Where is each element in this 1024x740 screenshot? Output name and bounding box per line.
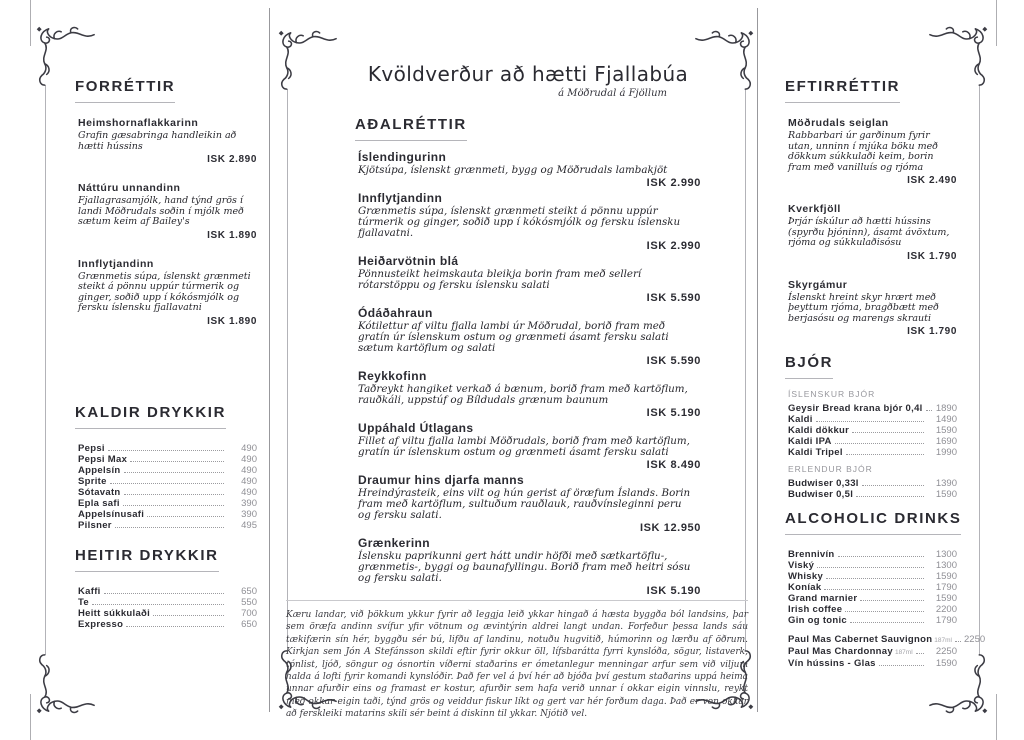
dish-description: Fjallagrasamjólk, hand týnd grös í landi Möðrudals soðin í mjólk með sætum keim af Bailey's <box>78 195 244 227</box>
menu-item <box>355 192 701 252</box>
dish-price: ISK 8.490 <box>646 459 701 471</box>
drink-name: Appelsínusafi <box>78 508 145 520</box>
dotted-leader <box>856 496 924 497</box>
drink-row <box>785 560 957 571</box>
dish-name: Reykkofinn <box>358 369 427 383</box>
menu-item <box>355 422 701 471</box>
drink-price: 1590 <box>935 658 957 669</box>
drink-price: 550 <box>241 596 257 608</box>
drink-name: Appelsín <box>78 464 121 476</box>
drink-name: Sótavatn <box>78 486 121 498</box>
page-edge-line <box>30 0 31 46</box>
drink-price: 490 <box>241 475 257 487</box>
drink-row <box>785 447 957 458</box>
dish-price: ISK 1.890 <box>207 315 257 327</box>
drink-name: Budwiser 0,33l <box>788 478 859 489</box>
menu-item <box>355 474 701 534</box>
corner-flourish-icon <box>36 652 98 714</box>
section-heading-mains: AÐALRÉTTIR <box>355 116 467 141</box>
dish-price: ISK 2.990 <box>646 177 701 189</box>
menu-item <box>355 307 701 367</box>
page-edge-line <box>30 694 31 740</box>
drink-name: Vín hússins - Glas <box>788 658 876 669</box>
drink-price: 1790 <box>935 615 957 626</box>
drink-row <box>75 608 257 619</box>
drink-name: Kaffi <box>78 585 101 597</box>
frame-stem-line <box>287 89 288 650</box>
drink-name: Heitt súkkulaði <box>78 607 151 619</box>
drink-row <box>785 593 957 604</box>
drink-row <box>75 476 257 487</box>
drink-row <box>785 582 957 593</box>
drink-price: 1300 <box>935 560 957 571</box>
drink-row <box>75 597 257 608</box>
dish-description: Taðreykt hangiket verkað á bænum, borið fram með kartöflum, rauðkáli, uppstúf og Bíldudals grænum baunum <box>358 383 688 406</box>
dotted-leader <box>926 410 932 411</box>
frame-stem-line <box>45 85 46 655</box>
menu-item <box>355 255 701 304</box>
dotted-leader <box>126 626 224 627</box>
drink-price: 1390 <box>935 478 957 489</box>
drink-row <box>75 465 257 476</box>
menu-item <box>75 117 257 166</box>
menu-item <box>75 258 257 328</box>
dotted-leader <box>123 505 224 506</box>
dish-name: Kverkfjöll <box>788 203 841 215</box>
dish-description: Kjötsúpa, íslenskt grænmeti, bygg og Möðrudals lambakjöt <box>358 164 668 176</box>
wine-row <box>785 658 957 669</box>
corner-flourish-icon <box>278 30 340 92</box>
dish-name: Íslendingurinn <box>358 150 447 164</box>
drink-name: Expresso <box>78 618 124 630</box>
wine-size-label: 187ml <box>934 637 953 644</box>
drink-row <box>785 571 957 582</box>
menu-item <box>785 117 957 187</box>
dotted-leader <box>124 472 224 473</box>
dish-name: Möðrudals seiglan <box>788 117 889 129</box>
dish-description: Fillet af viltu fjalla lambi Möðrudals, borið fram með kartöflum, gratín úr íslenskum ostum og grænmeti ásamt fersku salati <box>358 435 690 458</box>
drink-price: 650 <box>241 618 257 630</box>
dish-name: Uppáhald Útlagans <box>358 421 474 435</box>
drink-price: 1590 <box>935 489 957 500</box>
dotted-leader <box>124 494 224 495</box>
menu-item <box>785 279 957 339</box>
menu-item <box>355 537 701 597</box>
drink-price: 1590 <box>935 593 957 604</box>
drink-price: 490 <box>241 453 257 465</box>
dotted-leader <box>816 421 924 422</box>
dotted-leader <box>130 461 224 462</box>
drink-name: Kaldi dökkur <box>788 425 850 436</box>
dish-name: Náttúru unnandinn <box>78 182 181 194</box>
dotted-leader <box>862 485 924 486</box>
dish-price: ISK 2.890 <box>207 154 257 165</box>
dish-name: Draumur hins djarfa manns <box>358 473 525 487</box>
drink-price: 390 <box>241 508 257 520</box>
drink-price: 700 <box>241 607 257 619</box>
drink-price: 1790 <box>935 582 957 593</box>
drink-row <box>75 498 257 509</box>
dotted-leader <box>147 516 224 517</box>
drink-name: Brennivín <box>788 549 835 560</box>
dotted-leader <box>846 454 924 455</box>
dish-price: ISK 5.190 <box>646 407 701 419</box>
dish-price: ISK 12.950 <box>639 522 701 534</box>
dish-name: Heimshornaflakkarinn <box>78 117 199 129</box>
page-subtitle: á Möðrudal á Fjöllum <box>558 88 667 99</box>
drink-price: 490 <box>241 442 257 454</box>
dish-name: Skyrgámur <box>788 278 848 291</box>
dish-price: ISK 1.790 <box>907 326 957 337</box>
drink-price: 2250 <box>964 634 986 645</box>
beer-group-label: ÍSLENSKUR BJÓR <box>788 389 876 399</box>
dotted-leader <box>838 556 924 557</box>
drink-name: Grand marnier <box>788 593 858 604</box>
dotted-leader <box>835 443 924 444</box>
beer-group-label: ERLENDUR BJÓR <box>788 464 873 474</box>
dotted-leader <box>110 483 224 484</box>
drink-name: Te <box>78 596 89 608</box>
drink-name: Viský <box>788 560 815 571</box>
drink-row <box>785 604 957 615</box>
drink-row <box>785 489 957 500</box>
dish-price: ISK 5.590 <box>646 292 701 304</box>
drink-row <box>785 615 957 626</box>
drink-name: Whisky <box>788 571 824 582</box>
dish-price: ISK 5.590 <box>646 355 701 367</box>
dotted-leader <box>115 527 224 528</box>
drink-row <box>75 520 257 531</box>
wine-row <box>785 634 986 646</box>
fold-line-right <box>757 8 758 712</box>
menu-item <box>785 203 957 263</box>
drink-price: 495 <box>241 519 257 531</box>
drink-price: 1990 <box>935 447 957 458</box>
dotted-leader <box>826 578 924 579</box>
dotted-leader <box>852 432 924 433</box>
drink-row <box>75 509 257 520</box>
panel-left <box>75 78 257 630</box>
dish-price: ISK 2.490 <box>907 175 957 186</box>
drink-price: 490 <box>241 486 257 498</box>
menu-item <box>75 182 257 242</box>
dish-name: Innflytjandinn <box>358 191 443 205</box>
dotted-leader <box>879 665 924 666</box>
drink-name: Kaldi Tripel <box>788 447 843 458</box>
dotted-leader <box>850 622 924 623</box>
dotted-leader <box>845 611 924 612</box>
wine-size-label: 187ml <box>894 649 913 656</box>
dotted-leader <box>916 653 924 654</box>
drink-row <box>785 414 957 425</box>
dish-price: ISK 1.790 <box>907 250 957 262</box>
drink-name: Epla safi <box>78 497 120 509</box>
dish-name: Heiðarvötnin blá <box>358 254 459 268</box>
wine-row <box>785 646 957 658</box>
drink-name: Gin og tonic <box>788 615 848 626</box>
drink-price: 390 <box>241 497 257 509</box>
drink-name: Pepsi <box>78 442 105 454</box>
drink-row <box>785 403 957 414</box>
frame-stem-line <box>745 89 746 650</box>
section-heading-hot-drinks: HEITIR DRYKKIR <box>75 547 219 572</box>
drink-row <box>785 549 957 560</box>
corner-flourish-icon <box>692 30 754 92</box>
dish-name: Innflytjandinn <box>78 257 154 270</box>
dish-description: Íslensku paprikunni gert hátt undir höfði með sætkartöflu-, grænmetis-, byggi og baunafyllingu. Borið fram með heitri sósu og fersku salati. <box>358 550 691 584</box>
section-heading-desserts: EFTIRRÉTTIR <box>785 78 900 103</box>
frame-stem-line <box>979 85 980 655</box>
dish-description: Hreindýrasteik, eins vilt og hún gerist af öræfum Íslands. Borin fram með kartöflum, sultuðum rauðlauk, rauðvínsleginni peru og fersku salati. <box>358 487 691 521</box>
dotted-leader <box>108 450 224 451</box>
dotted-leader <box>955 641 961 642</box>
dotted-leader <box>153 615 224 616</box>
dish-price: ISK 1.890 <box>207 229 257 241</box>
dotted-leader <box>92 604 224 605</box>
drink-price: 1300 <box>935 549 957 560</box>
dish-price: ISK 2.990 <box>646 240 701 252</box>
dotted-leader <box>860 600 924 601</box>
drink-name: Paul Mas Chardonnay <box>788 646 893 657</box>
panel-right <box>785 78 986 669</box>
drink-name: Irish coffee <box>788 604 843 615</box>
dish-description: Pönnusteikt heimskauta bleikja borin fram með sellerí rótarstöppu og fersku íslensku salati <box>358 268 642 291</box>
page-title: Kvöldverður að hætti Fjallabúa <box>367 62 689 86</box>
drink-price: 1490 <box>935 414 957 425</box>
section-heading-alcohol: ALCOHOLIC DRINKS <box>785 510 961 535</box>
drink-price: 1890 <box>935 403 957 414</box>
dish-description: Grafin gæsabringa handleikin að hætti hússins <box>78 130 237 152</box>
drink-row <box>785 478 957 489</box>
drink-price: 1590 <box>935 571 957 582</box>
dish-description: Íslenskt hreint skyr hrært með þeyttum rjóma, bragðbætt með berjasósu og marengs skrauti <box>788 291 939 324</box>
page-edge-line <box>996 0 997 46</box>
welcome-note: Kæru landar, við þökkum ykkur fyrir að leggja leið ykkar hingað á hæsta byggða ból landsins, þar sem öræfa andinn svífur yfir vötnum og ævintýrin aldrei langt undan. Forfeður þessa lands sáu tækifærin sín hér, byggðu sér bú, lifðu af landinu, notuðu hugvitið, húmorinn og lærðu af öðrum. Kirkjan sem Jón A Stefánsson skildi eftir fyrir okkur öll, lífsbarátta fyrri kynslóða, sögur, listaverk, tónlist, ljóð, söngur og ósnortin víðerni staðarins er ómetanlegur menningar arfur sem við viljum halda á lofti fyrir komandi kynslóðir. Það fer vel á því hér að bjóða því gestum staðarins uppá heima unnar afurðir eins og framast er kostur, afurðir sem hafa verið unnar í okkar eigin vinnslu, reykt með okkar eigin taði, týnd grös og veiddur fiskur líkt og gert var hér forðum daga. Það er von okkar að ferskleiki matarins skili sér beint á diskinn til ykkar. Njótið vel. <box>286 600 748 721</box>
section-heading-cold-drinks: KALDIR DRYKKIR <box>75 404 226 429</box>
drink-name: Pilsner <box>78 519 112 531</box>
drink-price: 490 <box>241 464 257 476</box>
drink-price: 650 <box>241 585 257 597</box>
menu-item <box>355 151 701 189</box>
panel-center <box>355 62 701 600</box>
dish-name: Grænkerinn <box>358 536 431 550</box>
dotted-leader <box>824 589 924 590</box>
section-heading-starters: FORRÉTTIR <box>75 78 175 103</box>
dish-price: ISK 5.190 <box>646 585 701 597</box>
drink-price: 2250 <box>935 646 957 657</box>
drink-name: Pepsi Max <box>78 453 128 465</box>
section-heading-beer: BJÓR <box>785 354 833 379</box>
drink-price: 1590 <box>935 425 957 436</box>
drink-name: Koníak <box>788 582 822 593</box>
dotted-leader <box>817 567 924 568</box>
drink-row <box>75 619 257 630</box>
menu-item <box>355 370 701 419</box>
dish-description: Kótilettur af viltu fjalla lambi úr Möðrudal, borið fram með gratín úr íslenskum ostum og grænmeti ásamt fersku salati sætum kartöflum og salati <box>358 320 669 354</box>
dish-description: Grænmetis súpa, íslenskt grænmeti steikt á pönnu uppúr túrmerik og ginger, soðið upp í kókósmjólk og fersku íslensku fjallavatni <box>78 270 251 313</box>
drink-price: 1690 <box>935 436 957 447</box>
drink-row <box>785 436 957 447</box>
drink-name: Geysir Bread krana bjór 0,4l <box>788 403 923 414</box>
dish-description: Rabbarbari úr garðinum fyrir utan, unninn í mjúka böku með dökkum súkkulaði keim, borin fram með vanilluís og rjóma <box>788 130 939 173</box>
drink-row <box>75 586 257 597</box>
dotted-leader <box>104 593 224 594</box>
dish-description: Þrjár ískúlur að hætti hússins (spyrðu þjóninn), ásamt ávöxtum, rjóma og súkkulaðisósu <box>788 216 950 248</box>
drink-row <box>75 443 257 454</box>
drink-name: Paul Mas Cabernet Sauvignon <box>788 634 933 645</box>
drink-price: 2200 <box>935 604 957 615</box>
dish-description: Grænmetis súpa, íslenskt grænmeti steikt á pönnu uppúr túrmerik og ginger, soðið upp í kókósmjólk og fersku íslensku fjallavatni. <box>358 205 681 239</box>
page-edge-line <box>996 694 997 740</box>
drink-row <box>75 487 257 498</box>
drink-name: Budwiser 0,5l <box>788 489 854 500</box>
drink-row <box>785 425 957 436</box>
drink-name: Kaldi IPA <box>788 436 832 447</box>
dish-name: Ódáðahraun <box>358 306 433 320</box>
drink-row <box>75 454 257 465</box>
fold-line-left <box>269 8 270 712</box>
drink-name: Kaldi <box>788 414 813 425</box>
drink-name: Sprite <box>78 475 107 487</box>
